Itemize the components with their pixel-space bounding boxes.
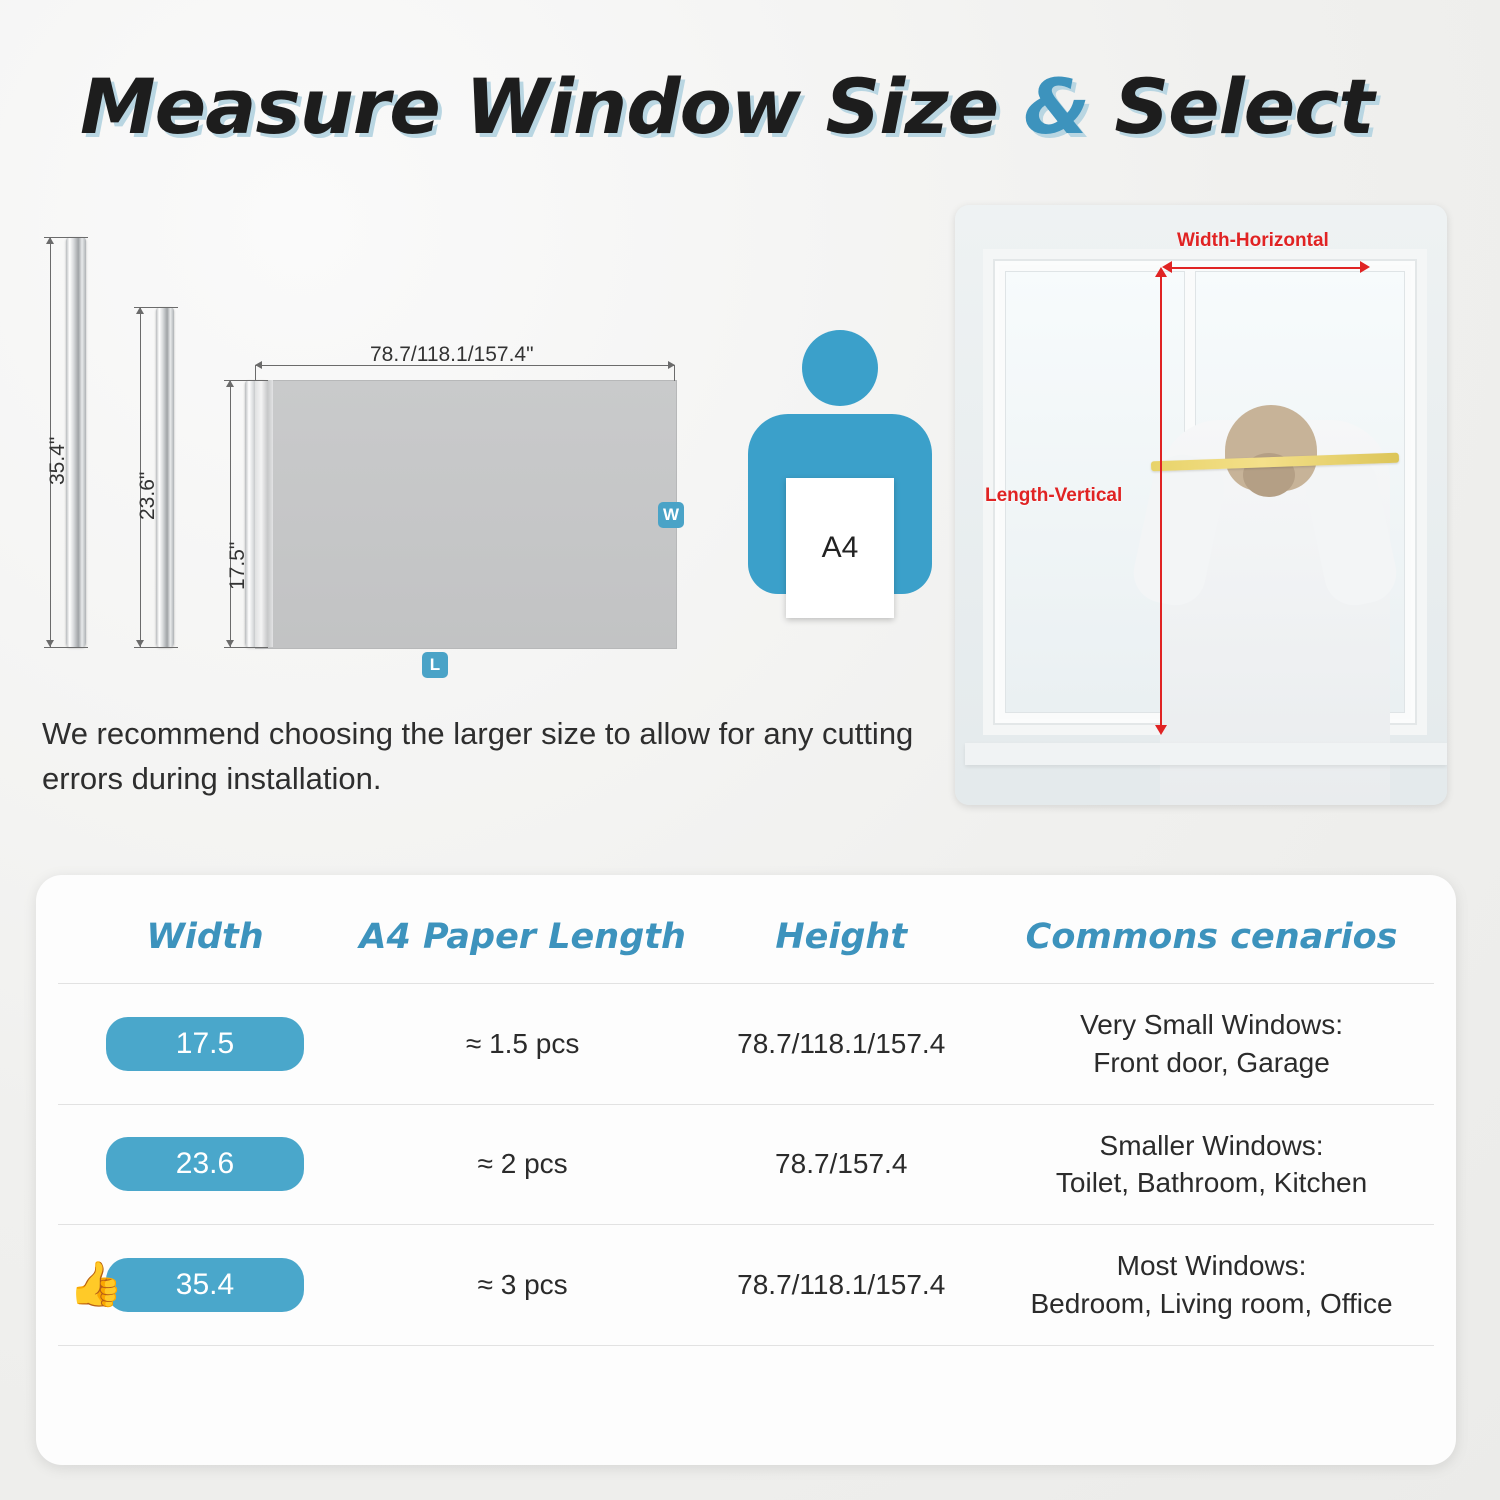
table-cell-a4: ≈ 2 pcs xyxy=(352,1104,693,1225)
scenario-line-1: Smaller Windows: xyxy=(1099,1129,1324,1161)
table-cell-height: 78.7/118.1/157.4 xyxy=(693,1225,989,1346)
window-measure-photo xyxy=(955,205,1447,805)
page-title-part1: Measure Window Size xyxy=(80,62,1024,151)
dim-arrow-236-bottom xyxy=(136,640,144,647)
photo-length-arrow-top xyxy=(1155,267,1167,277)
badge-width: W xyxy=(658,502,684,528)
table-header-width: Width xyxy=(146,917,264,957)
table-cell-a4: ≈ 3 pcs xyxy=(352,1225,693,1346)
photo-length-label: Length-Vertical xyxy=(985,485,1123,506)
photo-length-arrow-line xyxy=(1160,277,1162,727)
recommendation-text: We recommend choosing the larger size to allow for any cutting errors during installation. xyxy=(42,716,914,796)
table-header-a4: A4 Paper Length xyxy=(359,917,686,957)
scenario-line-1: Most Windows: xyxy=(1116,1250,1307,1282)
dim-label-354: 35.4" xyxy=(46,436,69,485)
film-sheet xyxy=(255,380,677,649)
person-illustration xyxy=(740,330,940,660)
dim-label-175: 17.5" xyxy=(226,541,249,590)
width-pill: 17.5 xyxy=(106,1017,304,1071)
dim-arrow-length-left xyxy=(255,361,262,369)
thumbs-up-icon: 👍 xyxy=(68,1259,124,1309)
page-title xyxy=(80,62,1440,151)
a4-paper: A4 xyxy=(786,478,894,618)
table-header-scenarios: Commons cenarios xyxy=(1025,917,1398,957)
dim-tick-length-left xyxy=(255,365,256,381)
scenario-line-2: Bedroom, Living room, Office xyxy=(1030,1287,1393,1319)
scenario-line-2: Front door, Garage xyxy=(1093,1046,1330,1078)
dim-arrow-354-top xyxy=(46,237,54,244)
dim-tick-354-bottom xyxy=(44,647,88,648)
size-table-card xyxy=(36,875,1456,1465)
width-pill: 23.6 xyxy=(106,1137,304,1191)
dim-tick-175-bottom xyxy=(224,647,268,648)
dim-tick-354-top xyxy=(44,237,88,238)
table-cell-height: 78.7/118.1/157.4 xyxy=(693,984,989,1105)
width-pill: 35.4 xyxy=(106,1258,304,1312)
badge-length: L xyxy=(422,652,448,678)
photo-window-sill xyxy=(965,743,1447,765)
photo-length-arrow-bottom xyxy=(1155,725,1167,735)
dim-arrow-175-top xyxy=(226,380,234,387)
dim-arrow-354-bottom xyxy=(46,640,54,647)
dim-tick-236-top xyxy=(134,307,178,308)
size-diagram xyxy=(40,215,940,685)
table-cell-width xyxy=(58,1225,352,1346)
scenario-line-1: Very Small Windows: xyxy=(1080,1009,1344,1040)
page-title-part2: Select xyxy=(1088,62,1374,151)
table-cell-scenario xyxy=(989,1225,1434,1346)
photo-width-arrow-line xyxy=(1170,267,1362,269)
dim-tick-175-top xyxy=(224,380,268,381)
dim-label-length: 78.7/118.1/157.4" xyxy=(370,343,534,366)
page-title-ampersand: & xyxy=(1023,62,1089,151)
person-head xyxy=(802,330,878,406)
size-table xyxy=(58,895,1434,1346)
table-cell-scenario xyxy=(989,984,1434,1105)
table-row xyxy=(58,1225,1434,1346)
table-cell-height: 78.7/157.4 xyxy=(693,1104,989,1225)
dim-tick-length-right xyxy=(674,365,675,381)
dim-line-175 xyxy=(230,380,231,647)
scenario-line-2: Toilet, Bathroom, Kitchen xyxy=(1055,1167,1368,1199)
photo-width-arrow-right xyxy=(1360,261,1370,273)
film-sheet-edge xyxy=(255,380,273,647)
dim-arrow-236-top xyxy=(136,307,144,314)
table-cell-width xyxy=(58,984,352,1105)
dim-arrow-175-bottom xyxy=(226,640,234,647)
table-header-height: Height xyxy=(775,917,908,957)
table-header-row xyxy=(58,895,1434,984)
table-row xyxy=(58,984,1434,1105)
photo-width-label: Width-Horizontal xyxy=(1177,230,1329,251)
table-cell-scenario xyxy=(989,1104,1434,1225)
table-row xyxy=(58,1104,1434,1225)
table-cell-width xyxy=(58,1104,352,1225)
dim-tick-236-bottom xyxy=(134,647,178,648)
table-cell-a4: ≈ 1.5 pcs xyxy=(352,984,693,1105)
dim-label-236: 23.6" xyxy=(136,471,159,520)
